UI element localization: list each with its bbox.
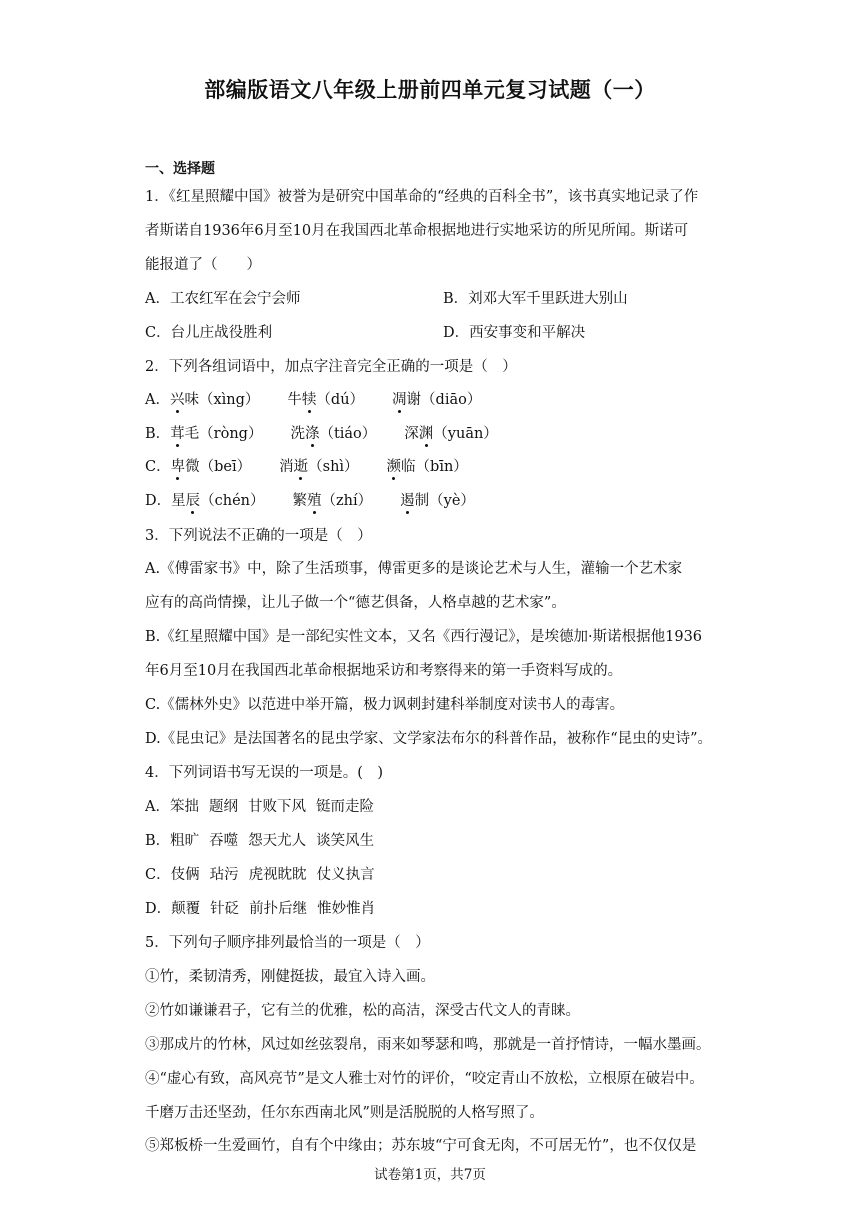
dotted-char: 濒	[387, 455, 402, 476]
word: 仗义执言	[316, 867, 375, 883]
dotted-char: 涤	[305, 422, 320, 443]
dotted-char: 渊	[419, 422, 434, 443]
q5-sentence: ④“虚心有致，高风亮节”是文人雅士对竹的评价，“咬定青山不放松，立根原在破岩中。	[145, 1071, 704, 1087]
word-rest: 微（beī）	[185, 459, 252, 475]
q1-stem-line: 能报道了（ ）	[145, 257, 261, 273]
q1-stem-line: 者斯诺自1936年6月至10月在我国西北革命根据地进行实地采访的所见所闻。斯诺可	[145, 223, 689, 239]
q1-option-c: C．台儿庄战役胜利	[145, 325, 273, 341]
word-char: 深	[404, 426, 419, 442]
q3-line: D.《昆虫记》是法国著名的昆虫学家、文学家法布尔的科普作品，被称作“昆虫的史诗”。	[145, 731, 713, 747]
q1-option-b: B．刘邓大军千里跃进大别山	[443, 291, 628, 307]
word-rest: （tiáo）	[319, 426, 377, 442]
q2-option-d	[145, 489, 475, 510]
q5-sentence: ①竹，柔韧清秀，刚健挺拔，最宜入诗入画。	[145, 969, 435, 985]
word-char: 繁	[292, 493, 308, 509]
dotted-char: 遏	[400, 489, 415, 510]
word-char: 牛	[287, 392, 302, 408]
q3-line: A.《傅雷家书》中，除了生活琐事，傅雷更多的是谈论艺术与人生，灌输一个艺术家	[145, 561, 683, 577]
q1-stem-line: 1．《红星照耀中国》被誉为是研究中国革命的“经典的百科全书”，该书真实地记录了作	[145, 189, 699, 205]
option-label: A．	[145, 392, 170, 408]
word-rest: 临（bīn）	[401, 459, 468, 475]
word-rest: （yuān）	[433, 426, 498, 442]
word: 粗旷	[170, 833, 200, 849]
q5-sentence: ②竹如谦谦君子，它有兰的优雅，松的高洁，深受古代文人的青睐。	[145, 1003, 580, 1019]
q2-option-c	[145, 455, 468, 476]
q4-stem: 4．下列词语书写无误的一项是。( )	[145, 765, 384, 781]
word: 吞噬	[209, 833, 239, 849]
q2-option-a	[145, 388, 481, 409]
q4-option-a	[145, 795, 374, 816]
option-label: B．	[145, 833, 171, 849]
word-char: 洗	[290, 426, 305, 442]
word: 惟妙惟肖	[317, 901, 376, 917]
option-label: C．	[145, 459, 171, 475]
word-char: 消	[279, 459, 294, 475]
q3-line: 年6月至10月在我国西北革命根据地采访和考察得来的第一手资料写成的。	[145, 663, 623, 679]
option-label: A．	[145, 799, 170, 815]
q3-line: C.《儒林外史》以范进中举开篇，极力讽刺封建科举制度对读书人的毒害。	[145, 697, 625, 713]
word: 铤而走险	[315, 799, 374, 815]
word: 甘败下风	[247, 799, 306, 815]
q5-sentence: ⑤郑板桥一生爱画竹，自有个中缘由；苏东坡“宁可食无肉，不可居无竹”，也不仅仅是	[145, 1138, 697, 1154]
option-label: D．	[145, 901, 172, 917]
word-rest: （zhí）	[321, 493, 373, 509]
q4-option-b	[145, 829, 374, 850]
dotted-char: 凋	[392, 388, 407, 409]
word: 题纲	[208, 799, 238, 815]
dotted-char: 茸	[170, 422, 185, 443]
q4-option-d	[145, 897, 375, 918]
section-heading: 一、选择题	[145, 161, 215, 177]
word: 前扑后继	[249, 901, 308, 917]
q3-stem: 3．下列说法不正确的一项是（ ）	[145, 528, 372, 544]
dotted-char: 逝	[294, 455, 309, 476]
page-title: 部编版语文八年级上册前四单元复习试题（一）	[204, 78, 656, 102]
word-rest: 谢（diāo）	[406, 392, 482, 408]
dotted-char: 殖	[307, 489, 322, 510]
word: 笨拙	[169, 799, 199, 815]
word: 颠覆	[171, 901, 201, 917]
q5-stem: 5．下列句子顺序排列最恰当的一项是（ ）	[145, 935, 430, 951]
dotted-char: 卑	[171, 455, 186, 476]
q3-line: 应有的高尚情操，让儿子做一个“德艺俱备，人格卓越的艺术家”。	[145, 595, 566, 611]
q4-option-c	[145, 863, 375, 884]
word-rest: （chén）	[200, 493, 265, 509]
word-rest: 毛（ròng）	[184, 426, 263, 442]
dotted-char: 兴	[170, 388, 185, 409]
word: 伎俩	[170, 867, 200, 883]
q3-line: B.《红星照耀中国》是一部纪实性文本，又名《西行漫记》，是埃德加·斯诺根据他1936	[145, 629, 703, 645]
word-rest: 味（xìng）	[184, 392, 260, 408]
q1-option-a: A．工农红军在会宁会师	[145, 291, 301, 307]
word: 虎视眈眈	[248, 867, 307, 883]
dotted-char: 犊	[302, 388, 317, 409]
option-label: C．	[145, 867, 171, 883]
word-rest: （shì）	[308, 459, 359, 475]
option-label: D．	[145, 493, 172, 509]
word: 针砭	[210, 901, 240, 917]
word-rest: 制（yè）	[414, 493, 475, 509]
q5-sentence: ③那成片的竹林，风过如丝弦裂帛，雨来如琴瑟和鸣，那就是一首抒情诗，一幅水墨画。	[145, 1037, 711, 1053]
q5-sentence: 千磨万击还坚劲，任尔东西南北风”则是活脱脱的人格写照了。	[145, 1105, 544, 1121]
q1-option-d: D．西安事变和平解决	[443, 325, 586, 341]
q2-option-b	[145, 422, 498, 443]
word: 怨天尤人	[248, 833, 307, 849]
word-rest: （dú）	[316, 392, 365, 408]
option-label: B．	[145, 426, 171, 442]
q2-stem: 2．下列各组词语中，加点字注音完全正确的一项是（ ）	[145, 359, 517, 375]
word: 谈笑风生	[316, 833, 375, 849]
word: 玷污	[209, 867, 239, 883]
word-char: 星	[171, 493, 186, 509]
page-footer: 试卷第1页，共7页	[374, 1167, 486, 1183]
dotted-char: 辰	[186, 489, 201, 510]
